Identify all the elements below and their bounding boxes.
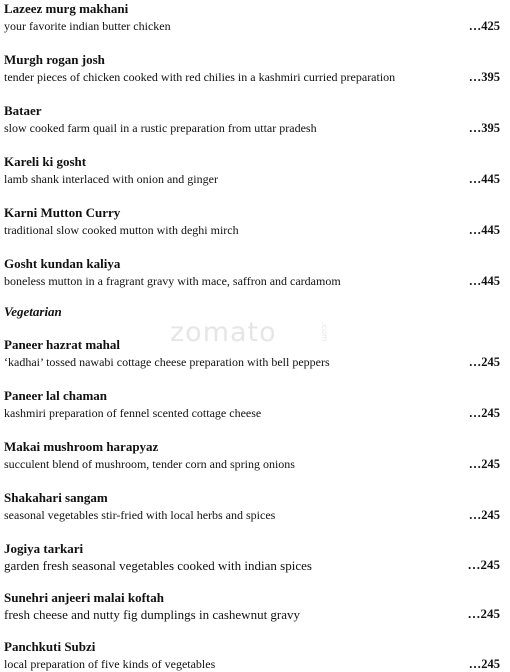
dish-price: …445 — [468, 172, 500, 186]
zomato-watermark-suffix: .com — [320, 322, 329, 342]
dish-price: …245 — [468, 508, 500, 522]
dish-price: …445 — [468, 223, 500, 237]
dish-description: kashmiri preparation of fennel scented cottage cheese — [4, 406, 262, 420]
dish-name: Sunehri anjeeri malai koftah — [4, 590, 164, 605]
dish-name: Bataer — [4, 103, 42, 118]
dish-description: tender pieces of chicken cooked with red chilies in a kashmiri curried preparation — [4, 70, 396, 84]
dish-price: …245 — [467, 606, 500, 621]
section-heading-vegetarian: Vegetarian — [4, 304, 62, 319]
dish-description: slow cooked farm quail in a rustic preparation from uttar pradesh — [4, 121, 317, 135]
dish-price: …395 — [468, 121, 500, 135]
dish-name: Karni Mutton Curry — [4, 205, 121, 220]
dish-name: Shakahari sangam — [4, 490, 108, 505]
dish-name: Panchkuti Subzi — [4, 639, 96, 654]
dish-description: fresh cheese and nutty fig dumplings in cashewnut gravy — [4, 607, 301, 622]
dish-price: …245 — [468, 355, 500, 369]
dish-price: …245 — [468, 657, 500, 671]
dish-name: Paneer lal chaman — [4, 388, 108, 403]
dish-name: Gosht kundan kaliya — [4, 256, 121, 271]
dish-price: …425 — [468, 19, 500, 33]
dish-name: Murgh rogan josh — [4, 52, 105, 67]
dish-price: …245 — [468, 457, 500, 471]
dish-description: your favorite indian butter chicken — [4, 19, 171, 33]
zomato-watermark: zomato — [170, 317, 277, 348]
dish-description: lamb shank interlaced with onion and ginger — [4, 172, 218, 186]
dish-description: seasonal vegetables stir-fried with local herbs and spices — [4, 508, 276, 522]
dish-name: Makai mushroom harapyaz — [4, 439, 159, 454]
dish-name: Lazeez murg makhani — [4, 1, 129, 16]
dish-description: traditional slow cooked mutton with deghi mirch — [4, 223, 239, 237]
dish-description: local preparation of five kinds of vegetables — [4, 657, 216, 671]
dish-price: …245 — [468, 406, 500, 420]
dish-price: …445 — [468, 274, 500, 288]
dish-price: …395 — [468, 70, 500, 84]
dish-name: Kareli ki gosht — [4, 154, 87, 169]
dish-description: garden fresh seasonal vegetables cooked with indian spices — [4, 558, 312, 573]
dish-name: Jogiya tarkari — [4, 541, 84, 556]
dish-description: boneless mutton in a fragrant gravy with mace, saffron and cardamom — [4, 274, 341, 288]
dish-description: succulent blend of mushroom, tender corn and spring onions — [4, 457, 295, 471]
dish-name: Paneer hazrat mahal — [4, 337, 121, 352]
dish-price: …245 — [467, 557, 500, 572]
dish-description: ‘kadhai’ tossed nawabi cottage cheese preparation with bell peppers — [4, 355, 330, 369]
